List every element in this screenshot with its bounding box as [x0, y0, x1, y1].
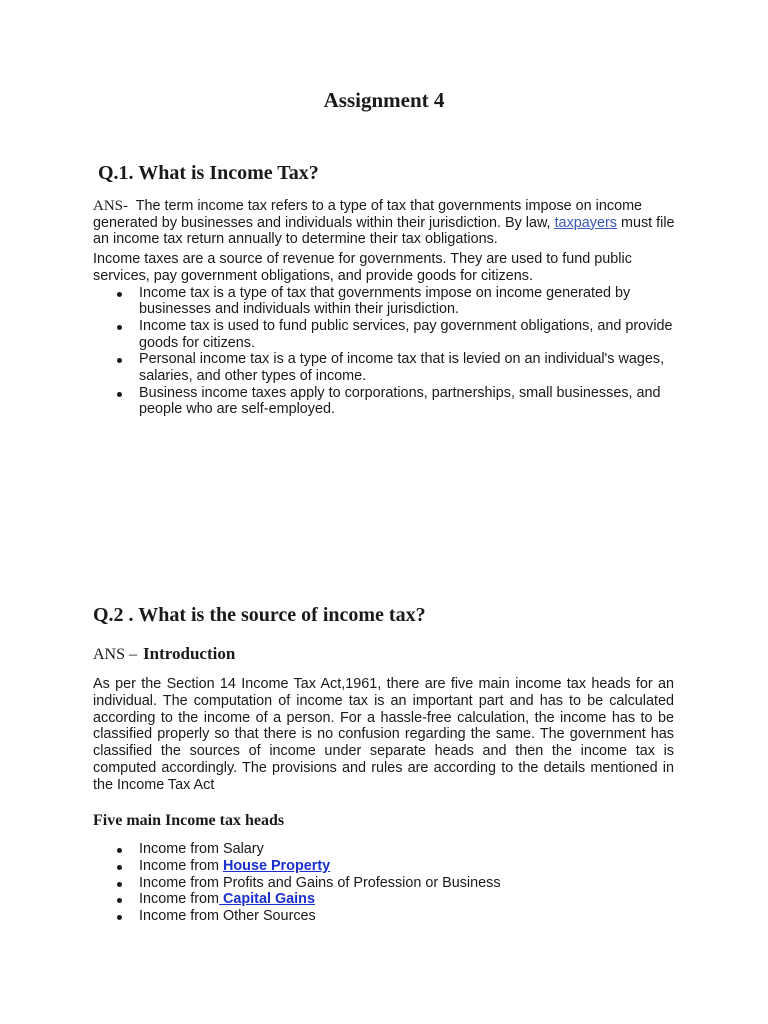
list-item [139, 385, 678, 418]
q2-heading: Q.2 . What is the source of income tax? [93, 604, 426, 626]
list-item [139, 351, 678, 384]
taxpayers-link[interactable]: taxpayers [554, 214, 617, 231]
list-item [139, 858, 678, 875]
list-item [139, 318, 678, 351]
q1-paragraph-1 [93, 198, 678, 248]
q1-para1-end: must file an income tax return annually to determine their tax obligations. [93, 214, 675, 248]
list-item [139, 875, 678, 892]
bullet-icon [117, 882, 122, 887]
q1-ans-label: ANS- [93, 198, 129, 214]
bullet-icon [117, 292, 122, 297]
list-item [139, 285, 678, 318]
head-profits: Income from Profits and Gains of Profession or Business [139, 874, 501, 891]
q1-bullet-text: Personal income tax is a type of income tax that is levied on an individual's wages, salaries, and other types of income. [139, 351, 665, 385]
q2-answer-header [93, 644, 235, 664]
q1-para1-start: The term income tax refers to a type of tax that governments impose on income generated by businesses and individuals within their jurisdiction. By law, [93, 198, 647, 231]
q2-body-paragraph: As per the Section 14 Income Tax Act,1961, there are five main income tax heads for an individual. The computation of income tax is an important part and has to be calculated according to the income of a person. For a hassle-free calculation, the income has to be classified properly so that there is no confusion regarding the same. The government has classified the sources of income under separate heads and then the income tax is computed accordingly. The provisions and rules are according to the details mentioned in the Income Tax Act [93, 676, 674, 793]
q1-bullet-text: Business income taxes apply to corporations, partnerships, small businesses, and people who are self-employed. [139, 384, 661, 418]
bullet-icon [117, 392, 122, 397]
head-prefix: Income from [139, 891, 219, 908]
capital-gains-link[interactable]: Capital Gains [218, 891, 315, 908]
q1-bullet-list [93, 285, 678, 419]
head-prefix: Income from [139, 857, 223, 874]
bullet-icon [117, 358, 122, 363]
head-other: Income from Other Sources [139, 908, 316, 925]
list-item [139, 908, 678, 925]
q1-paragraph-2: Income taxes are a source of revenue for governments. They are used to fund public services, pay government obligations, and provide goods for citizens. [93, 251, 632, 284]
q2-ans-label: ANS – [93, 646, 138, 663]
bullet-icon [117, 325, 122, 330]
list-item [139, 841, 678, 858]
document-title: Assignment 4 [323, 88, 445, 112]
q1-bullet-text: Income tax is used to fund public services, pay government obligations, and provide goods for citizens. [139, 317, 673, 351]
head-salary: Income from Salary [139, 841, 264, 857]
house-property-link[interactable]: House Property [222, 857, 331, 874]
list-item [139, 891, 678, 908]
q1-bullet-text: Income tax is a type of tax that governments impose on income generated by businesses and individuals within their jurisdiction. [139, 284, 631, 318]
income-heads-heading: Five main Income tax heads [93, 812, 285, 829]
q1-heading: Q.1. What is Income Tax? [98, 162, 319, 184]
q1-answer [93, 198, 678, 418]
income-heads-list [93, 841, 678, 925]
bullet-icon [117, 848, 122, 853]
bullet-icon [117, 915, 122, 920]
income-heads-list-container [93, 841, 678, 925]
introduction-heading: Introduction [143, 644, 236, 663]
bullet-icon [117, 865, 122, 870]
bullet-icon [117, 898, 122, 903]
